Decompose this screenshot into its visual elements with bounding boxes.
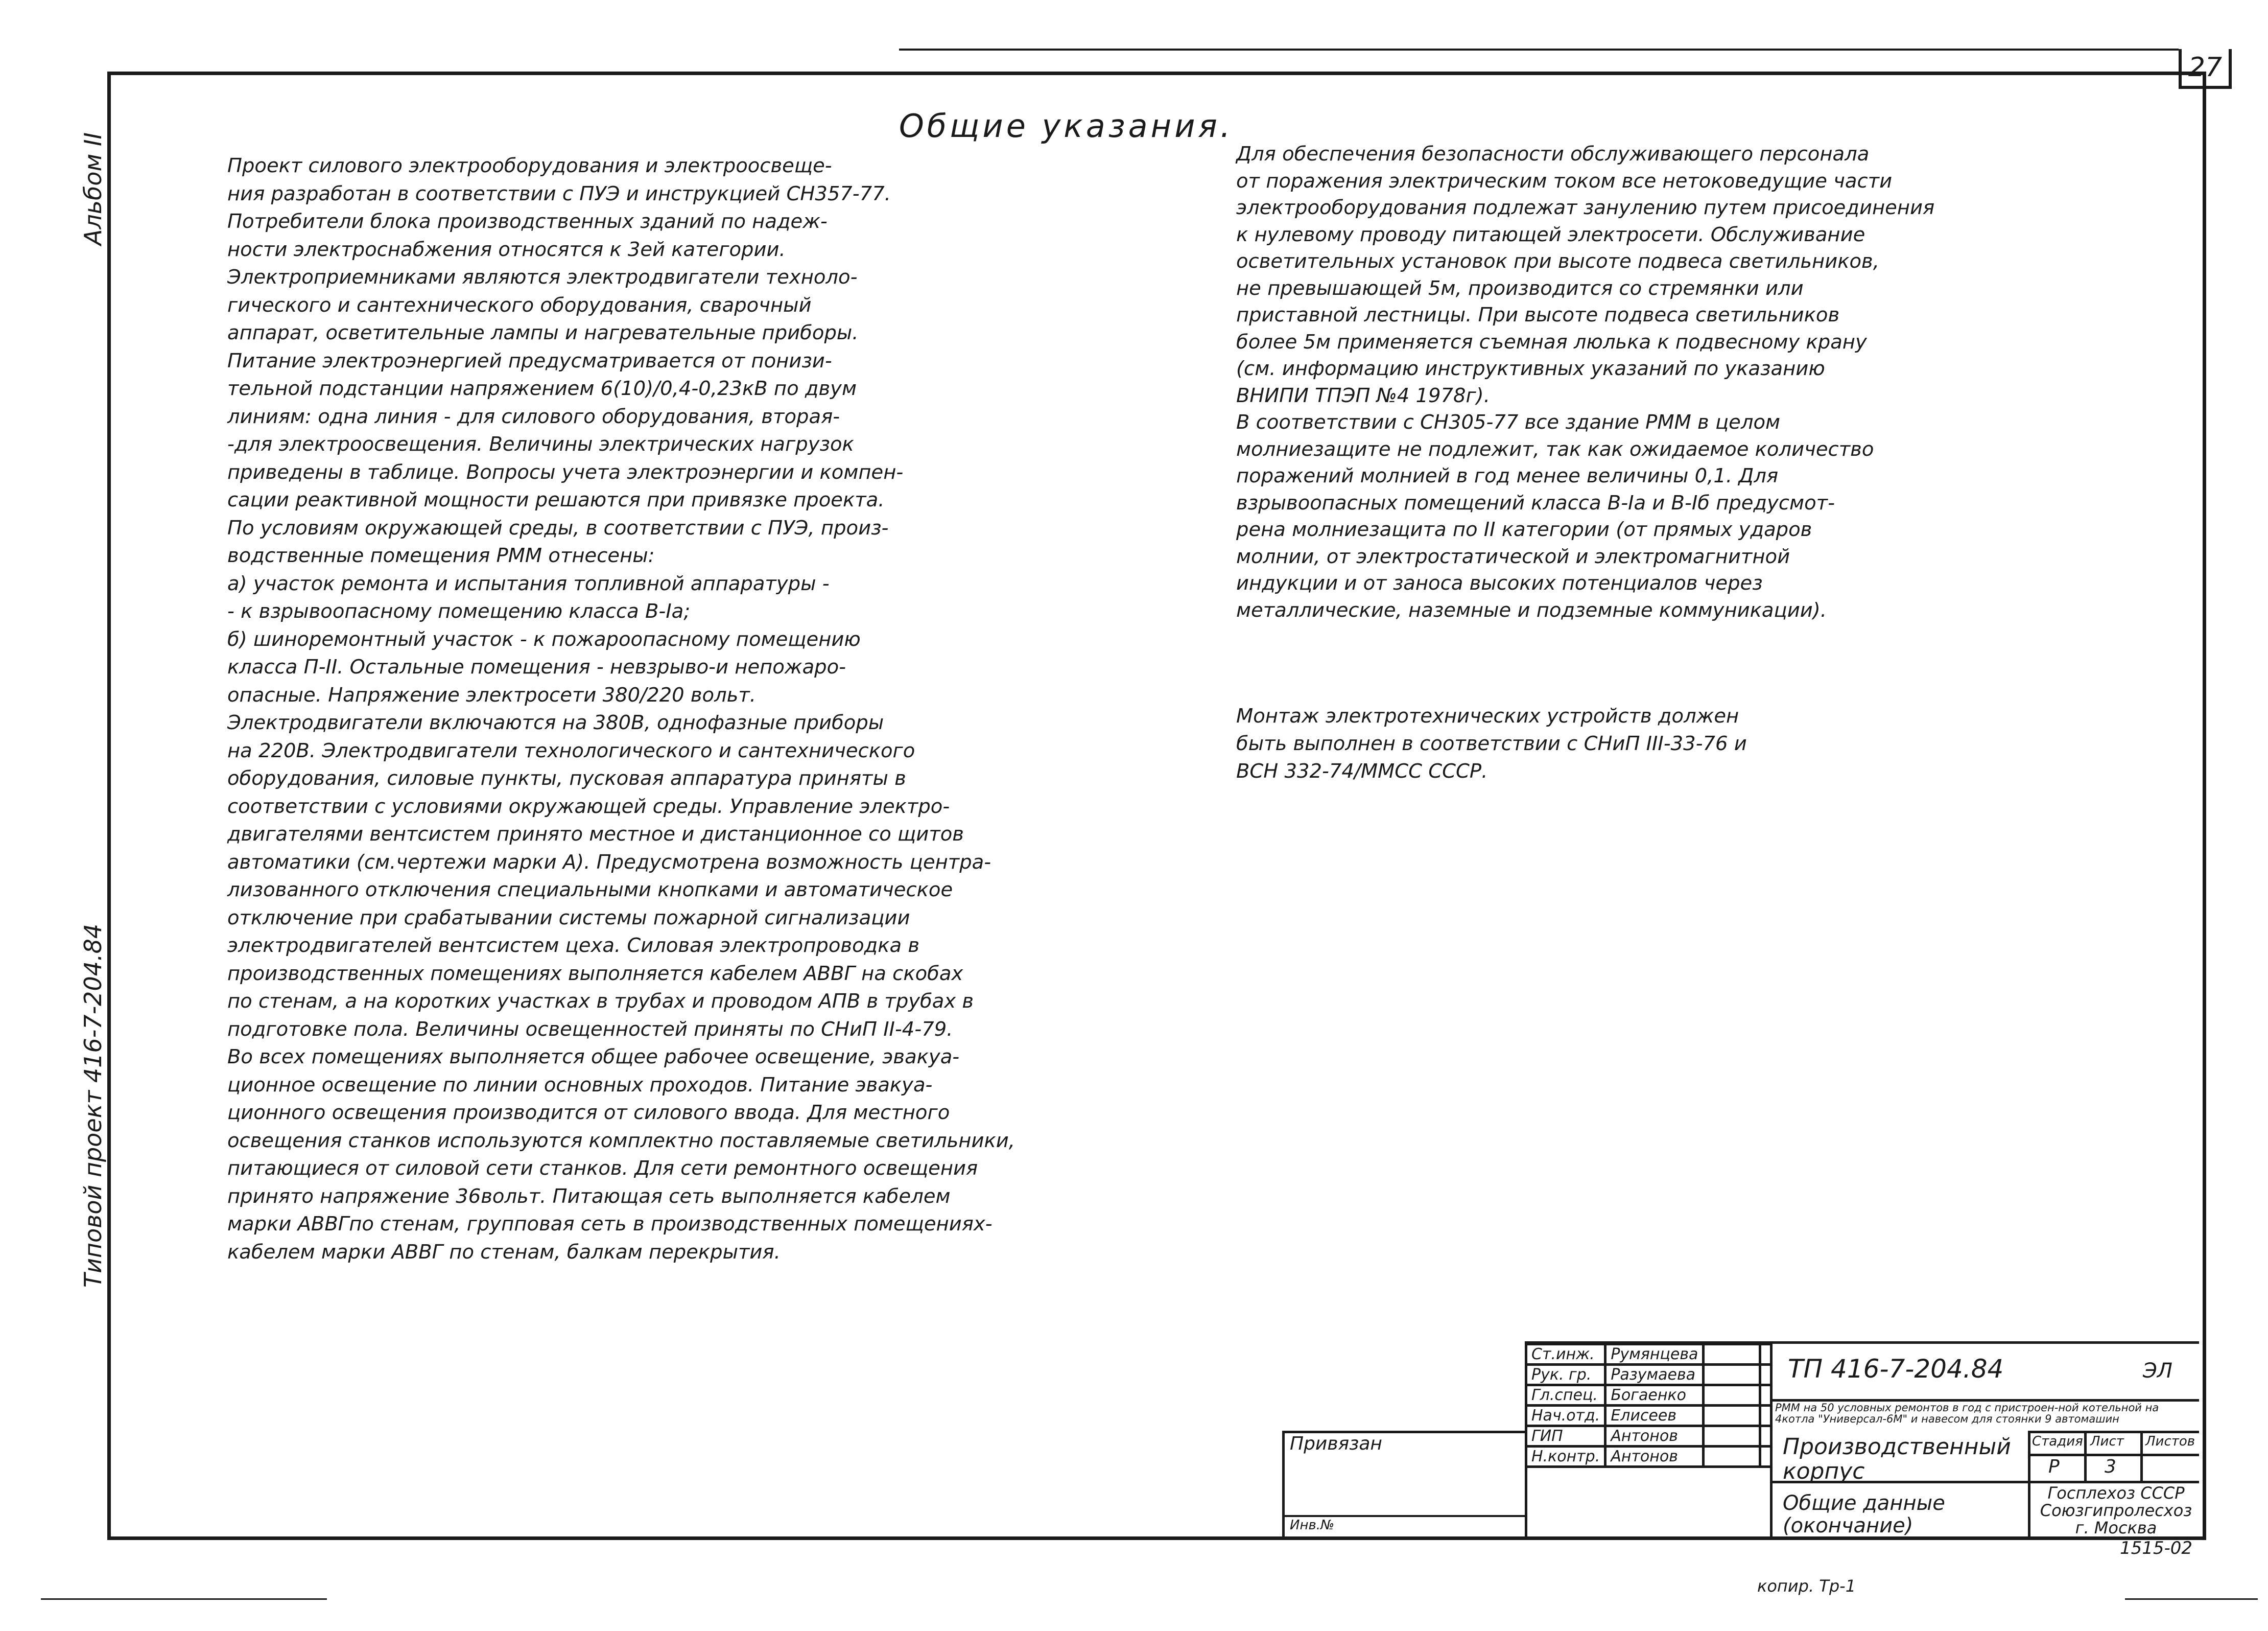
left-column-line: По условиям окружающей среды, в соответствии с ПУЭ, произ-	[227, 516, 889, 540]
right-column-line: ВНИПИ ТПЭП №4 1978г).	[1236, 384, 1490, 407]
right-column-line: поражений молнией в год менее величины 0,1. Для	[1236, 464, 1779, 487]
bottom-edge-line	[41, 1598, 327, 1600]
left-column-line: Питание электроэнергией предусматривается от понизи-	[227, 349, 832, 372]
right-column-line: рена молниезащита по II категории (от прямых ударов	[1236, 518, 1812, 541]
left-column-line: марки АВВГпо стенам, групповая сеть в производственных помещениях-	[227, 1213, 993, 1236]
right-column-line: взрывоопасных помещений класса В-Iа и В-Iб предусмот-	[1236, 491, 1835, 515]
stamp-stage-line	[2028, 1431, 2199, 1433]
left-column-line: аппарат, осветительные лампы и нагревательные приборы.	[227, 321, 859, 344]
signature-name: Разумаева	[1605, 1365, 1704, 1385]
left-column-line: - к взрывоопасному помещению класса В-Iа;	[227, 600, 691, 623]
stamp-linked-left	[1282, 1431, 1285, 1538]
left-column-line: сации реактивной мощности решаются при привязке проекта.	[227, 488, 885, 511]
left-column-line: кабелем марки АВВГ по стенам, балкам перекрытия.	[227, 1240, 781, 1264]
left-column-line: Во всех помещениях выполняется общее рабочее освещение, эвакуа-	[227, 1045, 960, 1068]
sheet-value: 3	[2105, 1456, 2116, 1477]
drawing-mark: ЭЛ	[2143, 1359, 2173, 1383]
right-column-line: молниезащите не подлежит, так как ожидаемое количество	[1236, 437, 1874, 461]
signature-mark	[1704, 1344, 1760, 1365]
signature-role: Н.контр.	[1526, 1447, 1605, 1467]
doc-code: ТП 416-7-204.84	[1788, 1354, 2004, 1384]
stamp-sheet-col	[2140, 1431, 2143, 1481]
signature-row	[1526, 1365, 1771, 1385]
left-column-line: приведены в таблице. Вопросы учета электроэнергии и компен-	[227, 460, 904, 484]
left-column-line: класса П-II. Остальные помещения - невзрыво-и непожаро-	[227, 656, 846, 679]
signature-row	[1526, 1406, 1771, 1426]
project-label: Типовой проект 416-7-204.84	[79, 923, 107, 1288]
stage-value: Р	[2048, 1456, 2060, 1477]
signature-name: Антонов	[1605, 1447, 1704, 1467]
left-column-line: лизованного отключения специальными кнопками и автоматическое	[227, 878, 953, 901]
sheets-label: Листов	[2145, 1434, 2195, 1449]
signature-role: Рук. гр.	[1526, 1365, 1605, 1385]
left-column-line: гического и сантехнического оборудования, сварочный	[227, 293, 812, 317]
signature-name: Богаенко	[1605, 1385, 1704, 1406]
left-column-line: -для электроосвещения. Величины электрических нагрузок	[227, 433, 854, 456]
right-column-line: не превышающей 5м, производится со стремянки или	[1236, 276, 1804, 300]
left-column-line: Электродвигатели включаются на 380В, однофазные приборы	[227, 711, 884, 734]
signature-name: Елисеев	[1605, 1406, 1704, 1426]
stamp-stage-col	[2084, 1431, 2087, 1481]
right-column-line: от поражения электрическим током все нетоковедущие части	[1236, 169, 1893, 193]
montage-note	[1236, 703, 1747, 785]
left-column-line: тельной подстанции напряжением 6(10)/0,4-0,23кВ по двум	[227, 377, 857, 400]
signature-row	[1526, 1385, 1771, 1406]
signature-row	[1526, 1447, 1771, 1467]
signature-mark	[1704, 1426, 1760, 1447]
left-column-line: ния разработан в соответствии с ПУЭ и инструкцией СН357-77.	[227, 182, 891, 205]
right-column-line: молнии, от электростатической и электромагнитной	[1236, 545, 1790, 568]
left-column-line: на 220В. Электродвигатели технологического и сантехнического	[227, 739, 915, 762]
sheet-label: Лист	[2090, 1434, 2124, 1449]
album-label: Альбом II	[79, 132, 107, 245]
right-column-line: более 5м применяется съемная люлька к подвесному крану	[1236, 330, 1867, 354]
left-column-line: опасные. Напряжение электросети 380/220 вольт.	[227, 683, 757, 707]
project-description: РММ на 50 условных ремонтов в год с пристроен-ной котельной на 4котла "Универсал-6М" и навесом для стоянки 9 автомашин	[1775, 1402, 2159, 1425]
right-column-line: В соответствии с СН305-77 все здание РММ в целом	[1236, 411, 1781, 434]
montage-line: быть выполнен в соответствии с СНиП III-33-76 и	[1236, 732, 1747, 755]
left-column-line: Проект силового электрооборудования и электроосвеще-	[227, 154, 832, 177]
signature-role: Нач.отд.	[1526, 1406, 1605, 1426]
stage-label: Стадия	[2032, 1434, 2083, 1449]
right-column-line: к нулевому проводу питающей электросети. Обслуживание	[1236, 223, 1865, 246]
left-column-line: отключение при срабатывании системы пожарной сигнализации	[227, 906, 910, 929]
signature-mark	[1704, 1406, 1760, 1426]
left-text-column	[227, 152, 1015, 1266]
left-column-line: Потребители блока производственных зданий по надеж-	[227, 210, 828, 233]
left-column-line: а) участок ремонта и испытания топливной аппаратуры -	[227, 572, 830, 595]
left-column-line: автоматики (см.чертежи марки А). Предусмотрена возможность центра-	[227, 850, 991, 874]
bottom-edge-line-right	[2125, 1598, 2258, 1600]
left-column-line: линиям: одна линия - для силового оборудования, вторая-	[227, 405, 840, 428]
left-column-line: по стенам, а на коротких участках в трубах и проводом АПВ в трубах в	[227, 990, 974, 1013]
right-text-column	[1236, 141, 1934, 624]
top-edge-line	[899, 49, 2179, 51]
page-title: Общие указания.	[899, 107, 1234, 145]
stamp-inv-line	[1282, 1515, 1525, 1517]
left-column-line: питающиеся от силовой сети станков. Для сети ремонтного освещения	[227, 1157, 978, 1180]
copy-note: копир. Тр-1	[1757, 1576, 1856, 1596]
title-block-signatures	[1525, 1343, 1773, 1468]
linked-label: Привязан	[1290, 1433, 1382, 1454]
montage-line: Монтаж электротехнических устройств должен	[1236, 705, 1739, 728]
left-column-line: освещения станков используются комплектно поставляемые светильники,	[227, 1129, 1015, 1152]
right-column-line: Для обеспечения безопасности обслуживающего персонала	[1236, 143, 1870, 166]
signature-role: Ст.инж.	[1526, 1344, 1605, 1365]
left-column-line: Электроприемниками являются электродвигатели техноло-	[227, 266, 858, 289]
left-column-line: ционное освещение по линии основных проходов. Питание эвакуа-	[227, 1073, 933, 1097]
inventory-label: Инв.№	[1290, 1518, 1335, 1533]
right-column-line: металлические, наземные и подземные коммуникации).	[1236, 598, 1827, 622]
stamp-top-line	[1525, 1341, 2199, 1344]
signature-row	[1526, 1426, 1771, 1447]
organization: Госплехоз СССР Союзгипролесхоз г. Москва	[2040, 1483, 2192, 1537]
stamp-col-line	[2028, 1431, 2030, 1538]
signature-role: Гл.спец.	[1526, 1385, 1605, 1406]
stamp-divider	[1770, 1341, 1773, 1538]
building-name: Производственный корпус	[1783, 1434, 2011, 1484]
left-column-line: двигателями вентсистем принято местное и дистанционное со щитов	[227, 823, 964, 846]
left-column-line: принято напряжение 36вольт. Питающая сеть выполняется кабелем	[227, 1184, 951, 1208]
left-column-line: соответствии с условиями окружающей среды. Управление электро-	[227, 795, 950, 818]
order-number: 1515-02	[2120, 1538, 2193, 1558]
left-column-line: ционного освещения производится от силового ввода. Для местного	[227, 1101, 950, 1124]
left-column-line: подготовке пола. Величины освещенностей приняты по СНиП II-4-79.	[227, 1017, 953, 1041]
signature-mark	[1704, 1447, 1760, 1467]
right-column-line: индукции и от заноса высоких потенциалов через	[1236, 572, 1763, 595]
right-column-line: приставной лестницы. При высоте подвеса светильников	[1236, 304, 1840, 327]
left-column-line: ности электроснабжения относятся к 3ей категории.	[227, 238, 786, 261]
left-column-line: электродвигателей вентсистем цеха. Силовая электропроводка в	[227, 934, 920, 957]
montage-line: ВСН 332-74/ММСС СССР.	[1236, 760, 1488, 783]
right-column-line: (см. информацию инструктивных указаний по указанию	[1236, 357, 1825, 380]
right-column-line: электрооборудования подлежат занулению путем присоединения	[1236, 196, 1935, 219]
signature-mark	[1704, 1365, 1760, 1385]
signature-row	[1526, 1344, 1771, 1365]
sheet-number: 27	[2179, 49, 2232, 89]
signature-role: ГИП	[1526, 1426, 1605, 1447]
stamp-left-border	[1525, 1341, 1527, 1538]
signature-name: Румянцева	[1605, 1344, 1704, 1365]
left-column-line: водственные помещения РММ отнесены:	[227, 544, 655, 567]
sheet-title: Общие данные (окончание)	[1783, 1492, 1945, 1537]
right-column-line: осветительных установок при высоте подвеса светильников,	[1236, 250, 1879, 273]
left-column-line: оборудования, силовые пункты, пусковая аппаратура приняты в	[227, 767, 906, 790]
left-column-line: б) шиноремонтный участок - к пожароопасному помещению	[227, 627, 861, 651]
signature-mark	[1704, 1385, 1760, 1406]
signature-name: Антонов	[1605, 1426, 1704, 1447]
left-column-line: производственных помещениях выполняется кабелем АВВГ на скобах	[227, 962, 963, 985]
